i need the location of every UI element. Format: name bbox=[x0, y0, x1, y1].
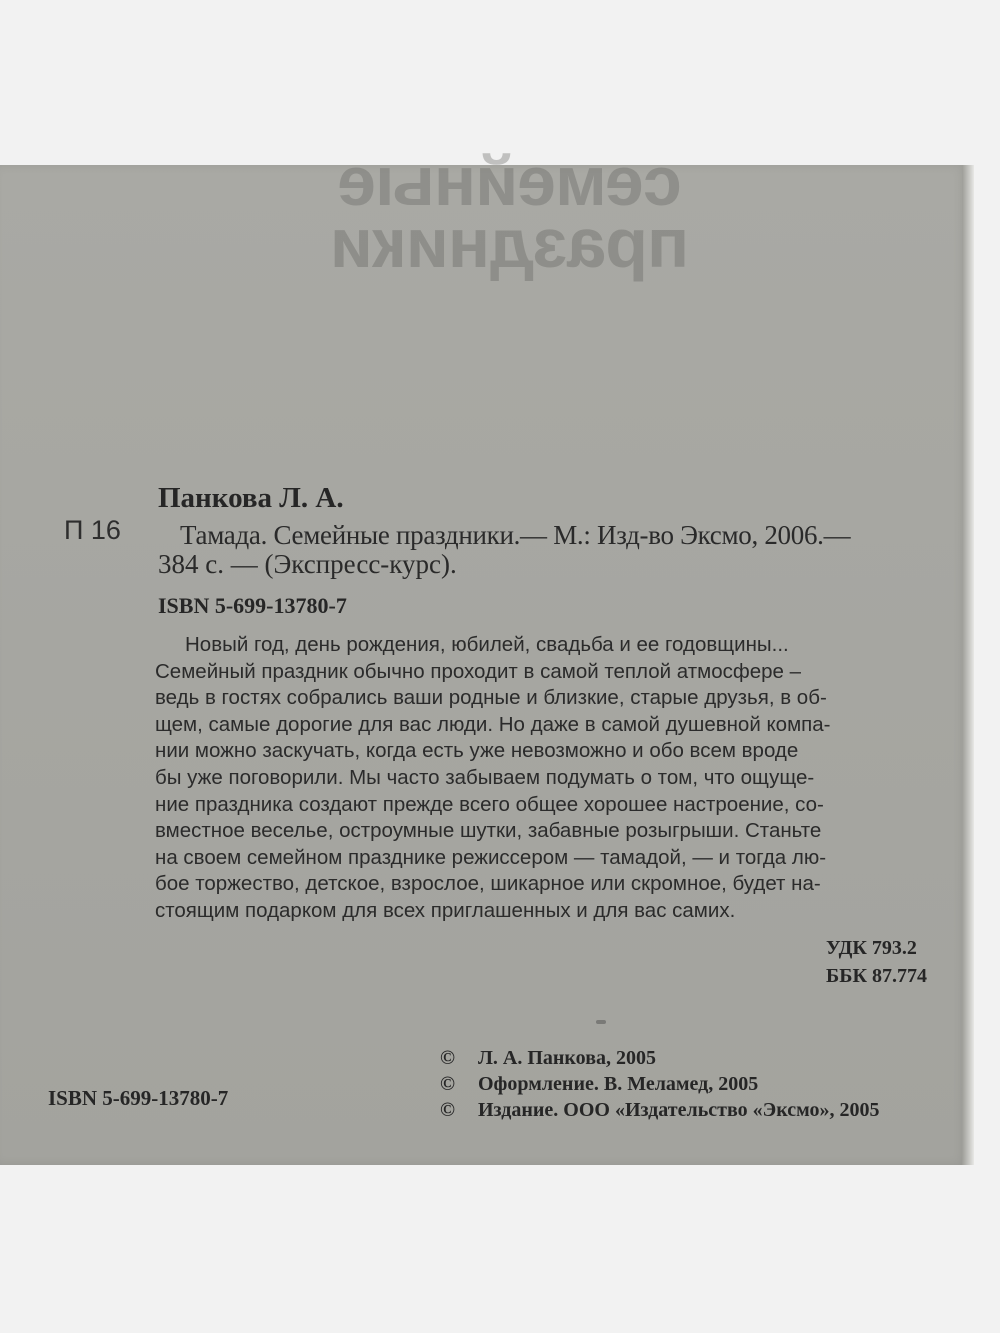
classification-code: П 16 bbox=[64, 515, 121, 545]
page-edge bbox=[962, 165, 974, 1165]
annotation-line: Семейный праздник обычно проходит в самой теплой атмосфере – bbox=[155, 659, 802, 683]
paper-speck bbox=[596, 1020, 606, 1024]
copyright-icon: © bbox=[440, 1099, 455, 1121]
annotation bbox=[155, 632, 945, 925]
isbn-top: ISBN 5-699-13780-7 bbox=[158, 593, 347, 618]
annotation-line: нии можно заскучать, когда есть уже невозможно и обо всем вроде bbox=[155, 739, 799, 763]
copyright-icon: © bbox=[440, 1073, 455, 1095]
udk-index: УДК 793.2 bbox=[826, 937, 917, 959]
copyright-row bbox=[440, 1097, 879, 1123]
copyright-row bbox=[440, 1045, 879, 1071]
annotation-line: бы уже поговорили. Мы часто забываем подумать о том, что ощуще- bbox=[155, 765, 815, 789]
series-line: 384 с. — (Экспресс-курс). bbox=[158, 549, 457, 579]
copyright-row bbox=[440, 1071, 879, 1097]
copyright-text: Оформление. В. Меламед, 2005 bbox=[478, 1073, 759, 1095]
annotation-line: на своем семейном празднике режиссером — тамадой, — и тогда лю- bbox=[155, 845, 827, 869]
annotation-line: ведь в гостях собрались ваши родные и близкие, старые друзья, в об- bbox=[155, 686, 827, 710]
copyright-text: Л. А. Панкова, 2005 bbox=[478, 1047, 656, 1069]
title-line: Тамада. Семейные праздники.— М.: Изд-во Эксмо, 2006.— bbox=[180, 520, 851, 550]
copyright-text: Издание. ООО «Издательство «Эксмо», 2005 bbox=[478, 1099, 880, 1121]
bleed-line-1: семейные bbox=[338, 142, 682, 220]
bleed-line-2: праздники bbox=[330, 204, 690, 282]
annotation-line: Новый год, день рождения, юбилей, свадьба и ее годовщины... bbox=[185, 633, 789, 656]
copyright-block bbox=[440, 1045, 879, 1123]
annotation-line: вместное веселье, остроумные шутки, забавные розыгрыши. Станьте bbox=[155, 819, 822, 843]
bbk-index: ББК 87.774 bbox=[826, 965, 927, 987]
annotation-line: бое торжество, детское, взрослое, шикарное или скромное, будет на- bbox=[155, 872, 821, 896]
isbn-bottom: ISBN 5-699-13780-7 bbox=[48, 1086, 229, 1110]
annotation-line: стоящим подарком для всех приглашенных и для вас самих. bbox=[155, 898, 736, 922]
copyright-icon: © bbox=[440, 1047, 455, 1069]
author: Панкова Л. А. bbox=[158, 482, 344, 514]
annotation-line: ние праздника создают прежде всего общее хорошее настроение, со- bbox=[155, 792, 824, 816]
annotation-line: щем, самые дорогие для вас люди. Но даже в самой душевной компа- bbox=[155, 712, 831, 736]
